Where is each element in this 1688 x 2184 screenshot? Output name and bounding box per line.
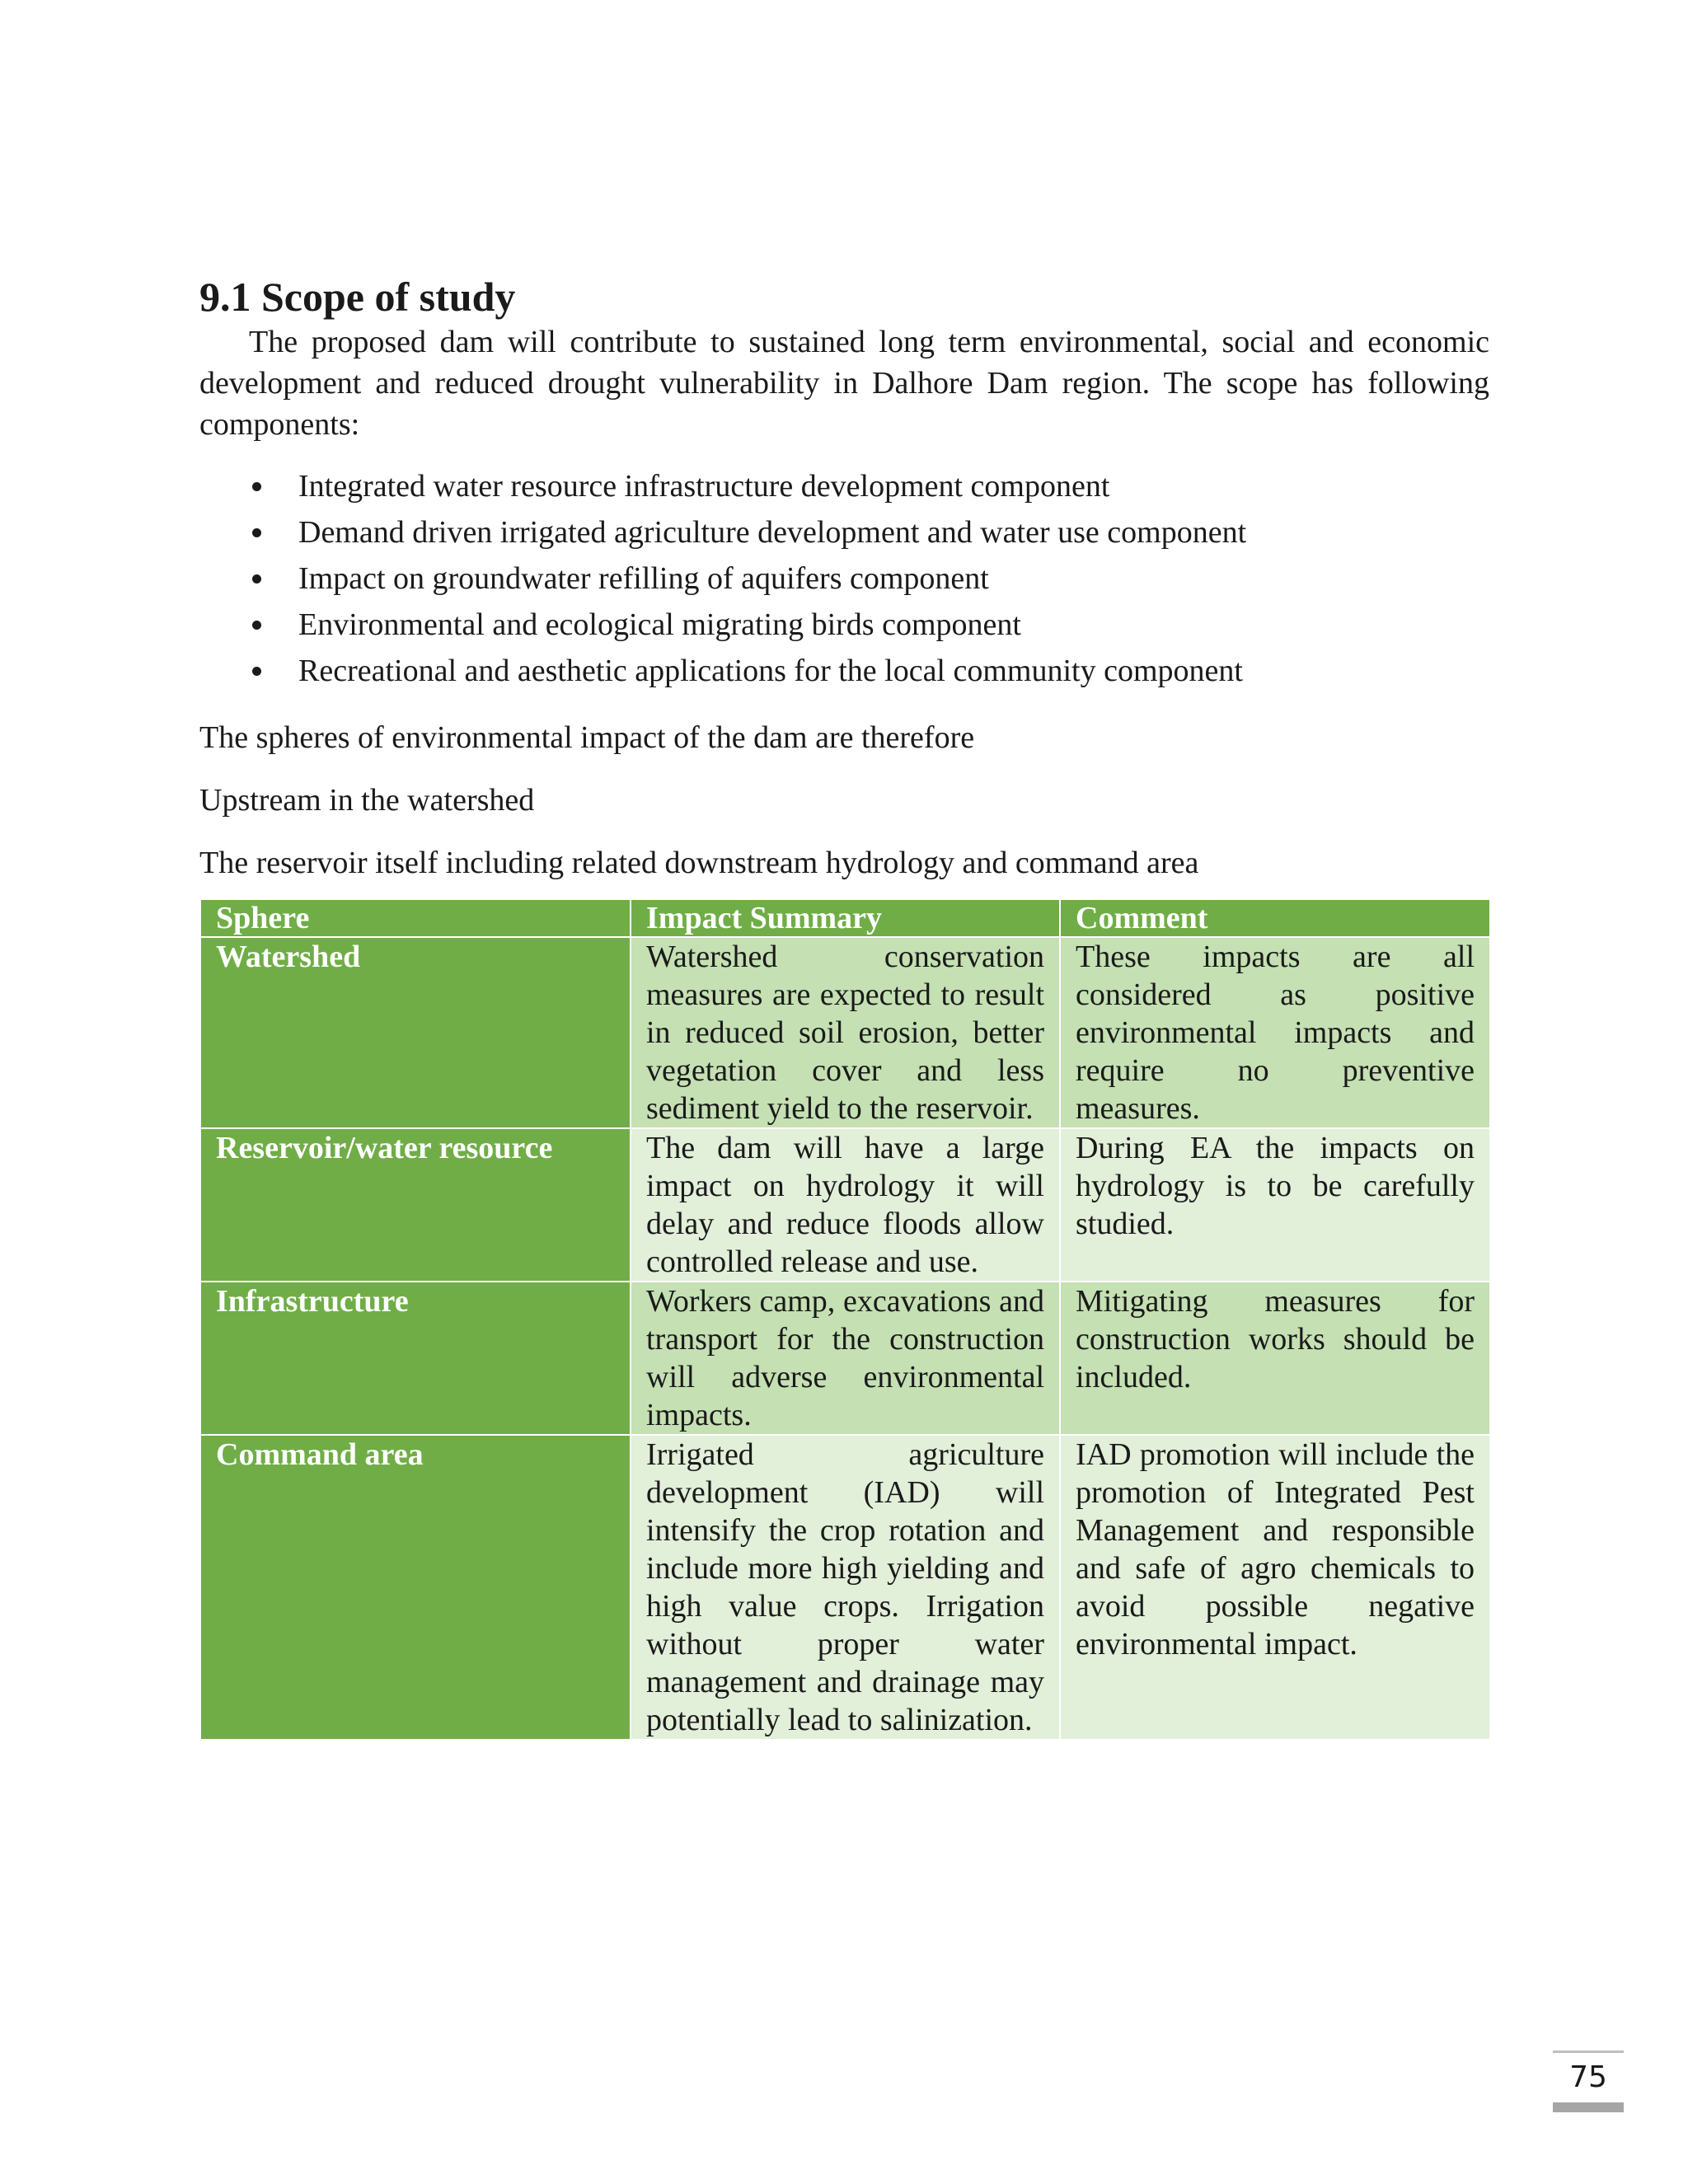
page-number	[1553, 2050, 1624, 2112]
impact-cell: Irrigated agriculture development (IAD) will intensify the crop rotation and include more high yielding and high value crops. Irrigation without proper water management and drainage may potentially lead to salinization.	[631, 1435, 1060, 1740]
list-item: Environmental and ecological migrating birds component	[199, 602, 1489, 648]
comment-cell: Mitigating measures for construction works should be included.	[1060, 1282, 1490, 1435]
bullet-icon	[252, 667, 261, 676]
section-heading: 9.1 Scope of study	[199, 274, 516, 320]
impact-cell: The dam will have a large impact on hydrology it will delay and reduce floods allow controlled release and use.	[631, 1128, 1060, 1282]
impact-cell: Watershed conservation measures are expected to result in reduced soil erosion, better vegetation cover and less sediment yield to the reservoir.	[631, 937, 1060, 1128]
impact-cell: Workers camp, excavations and transport for the construction will adverse environmental impacts.	[631, 1282, 1060, 1435]
sphere-cell: Infrastructure	[200, 1282, 631, 1435]
list-item: Integrated water resource infrastructure development component	[199, 463, 1489, 509]
sphere-cell: Command area	[200, 1435, 631, 1740]
reservoir-paragraph: The reservoir itself including related downstream hydrology and command area	[199, 846, 1199, 880]
comment-cell: These impacts are all considered as positive environmental impacts and require no preventive measures.	[1060, 937, 1490, 1128]
bullet-icon	[252, 574, 261, 583]
page-number-rule-bottom	[1553, 2102, 1624, 2112]
table-header-row	[200, 899, 1490, 937]
bullet-icon	[252, 621, 261, 630]
header-sphere: Sphere	[200, 899, 631, 937]
list-item: Impact on groundwater refilling of aquifers component	[199, 555, 1489, 602]
document-page	[199, 272, 1489, 1741]
list-item: Recreational and aesthetic applications for the local community component	[199, 648, 1489, 694]
page-number-text: 75	[1569, 2060, 1607, 2094]
comment-cell: IAD promotion will include the promotion of Integrated Pest Management and responsible and safe of agro chemicals to avoid possible negative environmental impact.	[1060, 1435, 1490, 1740]
table-row	[200, 937, 1490, 1128]
impact-table	[199, 898, 1491, 1741]
spheres-paragraph: The spheres of environmental impact of the dam are therefore	[199, 720, 975, 755]
header-comment: Comment	[1060, 899, 1490, 937]
upstream-paragraph: Upstream in the watershed	[199, 783, 535, 818]
table-row	[200, 1128, 1490, 1282]
bullet-icon	[252, 528, 261, 537]
table-row	[200, 1282, 1490, 1435]
component-list	[199, 463, 1489, 694]
header-impact-summary: Impact Summary	[631, 899, 1060, 937]
sphere-cell: Watershed	[200, 937, 631, 1128]
comment-cell: During EA the impacts on hydrology is to be carefully studied.	[1060, 1128, 1490, 1282]
list-item: Demand driven irrigated agriculture development and water use component	[199, 509, 1489, 555]
table-row	[200, 1435, 1490, 1740]
intro-paragraph: The proposed dam will contribute to sustained long term environmental, social and economic development and reduced drought vulnerability in Dalhore Dam region. The scope has following components:	[199, 325, 1489, 442]
bullet-icon	[252, 482, 261, 491]
sphere-cell: Reservoir/water resource	[200, 1128, 631, 1282]
